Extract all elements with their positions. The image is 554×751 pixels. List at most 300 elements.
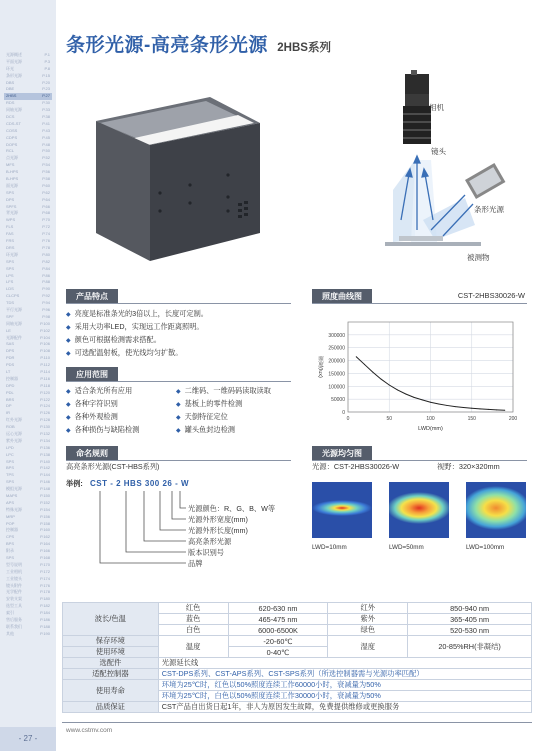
sidebar-item-page: P.54 xyxy=(42,162,50,168)
sidebar-item-page: P.45 xyxy=(42,134,50,140)
sidebar-item-page: P.184 xyxy=(40,610,50,616)
spec-value-cell: 20-85%RH(非凝结) xyxy=(408,636,532,658)
sidebar-item-label: SPS xyxy=(6,258,15,264)
naming-legend xyxy=(188,503,275,569)
naming-legend-item: 版本识别号 xyxy=(188,548,224,557)
uniformity-heading: 光源均匀图 xyxy=(312,446,372,461)
sidebar-item-page: P.162 xyxy=(40,534,50,540)
naming-legend-item: 光源外形长度(mm) xyxy=(188,526,248,535)
spec-value-cell: 蓝色 xyxy=(158,614,228,625)
x-tick-label: 50 xyxy=(386,416,393,422)
spec-label-cell: 选配件 xyxy=(63,658,159,669)
sidebar-item-label: FLS xyxy=(6,224,14,230)
data-point xyxy=(496,409,497,410)
spec-label-cell: 品质保证 xyxy=(63,702,159,713)
sidebar-item-label: 平行光源 xyxy=(6,306,22,312)
sidebar-item-label: LT xyxy=(6,368,11,374)
sidebar-item-label: LPD xyxy=(6,444,14,450)
spec-value-cell: 紫外 xyxy=(328,614,408,625)
sidebar-item-label: CDPS xyxy=(6,134,18,140)
sidebar-item[interactable] xyxy=(4,135,52,142)
sidebar-item-page: P.98 xyxy=(42,313,50,319)
sidebar-item-page: P.60 xyxy=(42,182,50,188)
sidebar-item[interactable] xyxy=(4,86,52,93)
data-point xyxy=(405,394,406,395)
sidebar-item-page: P.106 xyxy=(40,341,50,347)
sidebar-item-page: P.170 xyxy=(40,561,50,567)
spec-value-cell: 白色 xyxy=(158,625,228,636)
spec-value-cell: 365-405 nm xyxy=(408,614,532,625)
y-tick-label: 250000 xyxy=(328,345,345,352)
sidebar-item-label: DPS xyxy=(6,196,15,202)
sidebar-item[interactable] xyxy=(4,321,52,328)
data-point xyxy=(455,406,456,407)
sidebar-item-page: P.76 xyxy=(42,238,50,244)
sidebar-item[interactable] xyxy=(4,438,52,445)
sidebar-item-label: 联系我们 xyxy=(6,623,22,629)
data-point xyxy=(422,399,423,400)
page-title: 条形光源-高亮条形光源 xyxy=(66,35,268,56)
sidebar-item-label: 选型工具 xyxy=(6,603,22,609)
sidebar-item-label: BRS xyxy=(6,396,15,402)
y-tick-label: 150000 xyxy=(328,371,345,378)
sidebar-item[interactable] xyxy=(4,397,52,404)
sidebar-item-label: 环光源 xyxy=(6,251,18,257)
spec-value-cell: 0-40℃ xyxy=(228,647,328,658)
sidebar-item-page: P.66 xyxy=(42,203,50,209)
sidebar-item-page: P.138 xyxy=(40,451,50,457)
application-item: ◆ 各种损伤与缺陷检测 xyxy=(66,424,139,437)
spec-value-cell: 6000-6500K xyxy=(228,625,328,636)
sidebar-item-page: P.130 xyxy=(40,424,50,430)
sidebar-item-label: 2HBS xyxy=(6,93,17,99)
spec-label-cell: 使用寿命 xyxy=(63,680,159,702)
sidebar-item-page: P.90 xyxy=(42,286,50,292)
sidebar-item-page: P.64 xyxy=(42,196,50,202)
spec-value-cell: 红外 xyxy=(328,603,408,614)
sidebar-item-label: WPS xyxy=(6,217,16,223)
sidebar-item[interactable] xyxy=(4,465,52,472)
sidebar-item[interactable] xyxy=(4,114,52,121)
sidebar-item-page: P.182 xyxy=(40,603,50,609)
sidebar-item[interactable] xyxy=(4,59,52,66)
sidebar-item[interactable] xyxy=(4,445,52,452)
sidebar-item[interactable] xyxy=(4,300,52,307)
x-tick-label: 150 xyxy=(467,416,476,422)
sidebar-item[interactable] xyxy=(4,472,52,479)
sidebar-item[interactable] xyxy=(4,452,52,459)
x-tick-label: 100 xyxy=(426,416,435,422)
sidebar-item-label: PDR xyxy=(6,355,15,361)
sidebar-item-page: P.120 xyxy=(40,389,50,395)
spec-value-cell: 红色 xyxy=(158,603,228,614)
sidebar-item[interactable] xyxy=(4,293,52,300)
spec-value-cell: 环境为25℃时，红色以50%照度连续工作60000小时，衰减量为50% xyxy=(158,680,531,691)
spec-value-cell: -20-60℃ xyxy=(228,636,328,647)
sidebar-item-page: P.102 xyxy=(40,327,50,333)
sidebar-item-page: P.180 xyxy=(40,596,50,602)
sidebar-item-page: P.104 xyxy=(40,334,50,340)
uniformity-caption-50mm: LWD=50mm xyxy=(389,544,424,551)
sidebar-item-page: P.94 xyxy=(42,300,50,306)
sidebar-item[interactable] xyxy=(4,273,52,280)
sidebar-item-page: P.140 xyxy=(40,458,50,464)
sidebar-item-page: P.23 xyxy=(42,86,50,92)
features-section-bar xyxy=(66,289,291,304)
sidebar-item-page: P.74 xyxy=(42,231,50,237)
sidebar-item[interactable] xyxy=(4,493,52,500)
data-point xyxy=(381,379,382,380)
sidebar-item-page: P.84 xyxy=(42,265,50,271)
sidebar-item-page: P.168 xyxy=(40,555,50,561)
sidebar-item-label: PDS xyxy=(6,362,15,368)
sidebar-item[interactable] xyxy=(4,348,52,355)
sidebar-item-label: 型号说明 xyxy=(6,561,22,567)
sidebar-item-page: P.33 xyxy=(42,107,50,113)
naming-legend-item: 品牌 xyxy=(188,559,203,568)
sidebar-item-label: SPS xyxy=(6,555,15,561)
diagram-light-label: 条形光源 xyxy=(474,205,504,214)
sidebar-item-page: P.134 xyxy=(40,437,50,443)
data-point xyxy=(463,407,464,408)
sidebar-item-page: P.164 xyxy=(40,541,50,547)
y-tick-label: 100000 xyxy=(328,384,345,391)
sidebar-item-label: 模组光源 xyxy=(6,486,22,492)
sidebar-item-label: 工业相机 xyxy=(6,568,22,574)
sidebar-item[interactable] xyxy=(4,142,52,149)
sidebar-item-label: COSS xyxy=(6,127,18,133)
feature-item: ◆ 可选配温射板，使光线均匀扩散。 xyxy=(66,347,291,360)
sidebar-item[interactable] xyxy=(4,266,52,273)
sidebar-item[interactable] xyxy=(4,376,52,383)
sidebar-item[interactable] xyxy=(4,279,52,286)
sidebar-item[interactable] xyxy=(4,534,52,541)
sidebar-item-page: P.78 xyxy=(42,244,50,250)
sidebar-item[interactable] xyxy=(4,224,52,231)
footer-url: www.cstmv.com xyxy=(66,727,113,734)
sidebar-item-label: 控制器 xyxy=(6,375,18,381)
sidebar-item[interactable] xyxy=(4,93,52,100)
sidebar-item-label: LPS xyxy=(6,272,14,278)
sidebar-item-label: 紫外光源 xyxy=(6,437,22,443)
sidebar-item-page: P.148 xyxy=(40,486,50,492)
sidebar-item[interactable] xyxy=(4,527,52,534)
sidebar-item[interactable] xyxy=(4,245,52,252)
sidebar-item[interactable] xyxy=(4,121,52,128)
data-point xyxy=(430,402,431,403)
applications-section-bar xyxy=(66,367,291,382)
y-tick-label: 300000 xyxy=(328,332,345,339)
sidebar-item-label: CPS xyxy=(6,534,15,540)
naming-legend-item: 高亮条形光源 xyxy=(188,537,232,546)
sidebar-item-page: P.38 xyxy=(42,114,50,120)
sidebar-item[interactable] xyxy=(4,52,52,59)
sidebar-item[interactable] xyxy=(4,431,52,438)
data-point xyxy=(397,389,398,390)
sidebar-item-label: BPS xyxy=(6,465,15,471)
page-series: 2HBS系列 xyxy=(277,42,331,54)
sidebar-item-label: SPS xyxy=(6,265,15,271)
sidebar-item-page: P.132 xyxy=(40,430,50,436)
data-point xyxy=(364,364,365,365)
sidebar-item-page: P.122 xyxy=(40,396,50,402)
sidebar-item-label: MAPS xyxy=(6,493,18,498)
camera-setup-icon xyxy=(365,70,515,260)
sidebar-item[interactable] xyxy=(4,341,52,348)
sidebar-item[interactable] xyxy=(4,66,52,73)
diagram-object-label: 被测物 xyxy=(467,253,490,262)
data-point xyxy=(372,372,373,373)
sidebar-item-page: P.110 xyxy=(40,355,50,361)
sidebar-item-label: DPD xyxy=(6,382,15,388)
sidebar-item-page: P.166 xyxy=(40,548,50,554)
application-item: ◆ 天倒特征定位 xyxy=(176,411,271,424)
sidebar-item[interactable] xyxy=(4,328,52,335)
spec-value-cell: 绿色 xyxy=(328,625,408,636)
curve-heading: 照度曲线图 xyxy=(312,289,372,304)
data-point xyxy=(438,404,439,405)
sidebar-item[interactable] xyxy=(4,362,52,369)
page-header xyxy=(66,30,331,57)
sidebar-item[interactable] xyxy=(4,73,52,80)
sidebar-item-page: P.108 xyxy=(40,348,50,354)
sidebar-item-label: BPS xyxy=(6,541,15,547)
sidebar-item-label: 光学配件 xyxy=(6,589,22,595)
spec-value-cell: CST-DPS系列、CST-APS系列、CST-SPS系列（所选控制器需与光源功率匹配） xyxy=(158,669,531,680)
spec-value-cell: CST产品自出货日起1年，非人为原因发生故障，免费提供维修或更换服务 xyxy=(158,702,531,713)
sidebar-item[interactable] xyxy=(4,390,52,397)
sidebar-item[interactable] xyxy=(4,238,52,245)
spec-value-cell: 温度 xyxy=(158,636,228,658)
sidebar-item[interactable] xyxy=(4,335,52,342)
sidebar-item[interactable] xyxy=(4,610,52,617)
sidebar-item-label: 其他 xyxy=(6,630,14,636)
sidebar-item[interactable] xyxy=(4,80,52,87)
application-item: ◆ 二维码、一维码码读取读取 xyxy=(176,385,271,398)
sidebar-item-page: P.112 xyxy=(40,362,50,368)
sidebar-item-page: P.72 xyxy=(42,224,50,230)
sidebar-item-label: TPS xyxy=(6,472,14,478)
sidebar-item-label: SAS xyxy=(6,341,15,347)
sidebar-item-label: SPS xyxy=(6,189,15,195)
spec-value-cell: 620-630 nm xyxy=(228,603,328,614)
page-number: - 27 - xyxy=(0,727,56,751)
sidebar-item-label: 特殊光源 xyxy=(6,506,22,512)
sidebar-item[interactable] xyxy=(4,507,52,514)
sidebar-item[interactable] xyxy=(4,217,52,224)
sidebar-item-label: 背光源 xyxy=(6,210,18,216)
sidebar-item-label: IR xyxy=(6,410,10,416)
data-point xyxy=(389,385,390,386)
sidebar-item-page: P.43 xyxy=(42,127,50,133)
sidebar-item-label: 光源概述 xyxy=(6,52,22,57)
sidebar-item-label: LFS xyxy=(6,279,14,285)
x-tick-label: 200 xyxy=(508,416,518,422)
sidebar-item[interactable] xyxy=(4,631,52,638)
sidebar-item[interactable] xyxy=(4,548,52,555)
sidebar-item-page: P.52 xyxy=(42,155,50,161)
curve-section-bar xyxy=(312,289,527,304)
sidebar-item[interactable] xyxy=(4,314,52,321)
sidebar-item-page: P.100 xyxy=(40,320,50,326)
features-heading: 产品特点 xyxy=(66,289,118,304)
spec-value-cell: 520-530 nm xyxy=(408,625,532,636)
sidebar-item-page: P.41 xyxy=(42,120,50,126)
sidebar-item[interactable] xyxy=(4,576,52,583)
sidebar-item-label: 工业镜头 xyxy=(6,575,22,581)
sidebar-item-label: SPFS xyxy=(6,203,17,209)
spec-value-cell: 环境为25℃时，白色以50%照度连续工作30000小时，衰减量为50% xyxy=(158,691,531,702)
y-axis-label: 照度(lux) xyxy=(317,356,323,378)
data-point xyxy=(471,408,472,409)
sidebar-item[interactable] xyxy=(4,190,52,197)
sidebar-item-label: SPS xyxy=(6,479,15,485)
sidebar-item-label: 索引 xyxy=(6,610,14,616)
sidebar-item-page: P.176 xyxy=(40,582,50,588)
sidebar-item[interactable] xyxy=(4,459,52,466)
sidebar-item[interactable] xyxy=(4,383,52,390)
y-tick-label: 0 xyxy=(342,410,345,416)
sidebar-item[interactable] xyxy=(4,162,52,169)
sidebar-item-page: P.188 xyxy=(40,623,50,629)
sidebar-item-label: B-HPS xyxy=(6,176,19,182)
sidebar-item-label: CLCPS xyxy=(6,293,20,299)
sidebar-item[interactable] xyxy=(4,403,52,410)
sidebar-item[interactable] xyxy=(4,231,52,238)
sidebar-item[interactable] xyxy=(4,259,52,266)
naming-rules xyxy=(66,462,296,592)
sidebar-item[interactable] xyxy=(4,486,52,493)
data-point xyxy=(488,409,489,410)
sidebar-item-page: P.8 xyxy=(44,65,50,71)
spec-label-cell: 使用环境 xyxy=(63,647,159,658)
sidebar-item[interactable] xyxy=(4,555,52,562)
naming-example-label: 举例: xyxy=(66,479,83,488)
sidebar-item-label: FAS xyxy=(6,231,14,237)
uniformity-map-50mm xyxy=(389,482,449,538)
spec-value-cell: 湿度 xyxy=(328,636,408,658)
applications-col-1 xyxy=(66,385,139,437)
sidebar-item-label: 平面光源 xyxy=(6,58,22,64)
illumination-chart xyxy=(312,312,527,440)
sidebar-item-page: P.154 xyxy=(40,506,50,512)
setup-diagram xyxy=(365,70,515,260)
sidebar-item-label: FRS xyxy=(6,238,14,244)
sidebar-item-page: P.172 xyxy=(40,568,50,574)
diagram-lens-label: 镜头 xyxy=(431,147,446,156)
sidebar-item[interactable] xyxy=(4,286,52,293)
sidebar-item-label: DCS xyxy=(6,114,15,120)
sidebar-item-page: P.62 xyxy=(42,189,50,195)
sidebar-item-label: 控制器 xyxy=(6,527,18,533)
sidebar-item[interactable] xyxy=(4,355,52,362)
spec-value-cell: 850-940 nm xyxy=(408,603,532,614)
uniformity-caption-10mm: LWD=10mm xyxy=(312,544,347,551)
naming-example-code: CST - 2 HBS 300 26 - W xyxy=(90,479,190,488)
applications-col-2 xyxy=(176,385,271,437)
sidebar-item-page: P.124 xyxy=(40,403,50,409)
sidebar-item-page: P.70 xyxy=(42,217,50,223)
sidebar-item-label: CDS-ST xyxy=(6,120,21,126)
sidebar-item[interactable] xyxy=(4,197,52,204)
sidebar-item-label: 远心光源 xyxy=(6,430,22,436)
sidebar-item-page: P.186 xyxy=(40,617,50,623)
sidebar-item[interactable] xyxy=(4,424,52,431)
sidebar-item[interactable] xyxy=(4,624,52,631)
sidebar-item-label: 红外光源 xyxy=(6,417,22,423)
sidebar-item[interactable] xyxy=(4,210,52,217)
data-point xyxy=(504,410,505,411)
sidebar-item-page: P.146 xyxy=(40,479,50,485)
sidebar-item-page: P.58 xyxy=(42,176,50,182)
uniformity-caption-100mm: LWD=100mm xyxy=(466,544,505,551)
sidebar-item-label: 条形光源 xyxy=(6,72,22,78)
sidebar-item-page: P.20 xyxy=(42,79,50,85)
sidebar-item-page: P.88 xyxy=(42,279,50,285)
sidebar-item-page: P.56 xyxy=(42,169,50,175)
sidebar-item-label: 附录 xyxy=(6,548,14,554)
sidebar-item-page: P.48 xyxy=(42,141,50,147)
sidebar-item-page: P.86 xyxy=(42,272,50,278)
sidebar-item[interactable] xyxy=(4,562,52,569)
applications-heading: 应用范围 xyxy=(66,367,118,382)
sidebar-item-label: MRP xyxy=(6,513,15,519)
sidebar-item[interactable] xyxy=(4,169,52,176)
sidebar-item[interactable] xyxy=(4,417,52,424)
sidebar-item-label: RCL xyxy=(6,148,15,154)
sidebar-item-page: P.190 xyxy=(40,630,50,636)
sidebar-item[interactable] xyxy=(4,569,52,576)
sidebar-item-label: 点光源 xyxy=(6,155,18,161)
sidebar-item[interactable] xyxy=(4,307,52,314)
feature-item: ◆ 亮度是标准条光的3倍以上，长度可定制。 xyxy=(66,308,291,321)
sidebar-item-label: DBS xyxy=(6,79,15,85)
sidebar-item[interactable] xyxy=(4,155,52,162)
uniformity-map-100mm xyxy=(466,482,526,538)
uniformity-map-10mm xyxy=(312,482,372,538)
sidebar-item-page: P.27 xyxy=(42,93,50,99)
sidebar-item-label: LPC xyxy=(6,451,14,457)
sidebar-item-label: MFS xyxy=(6,162,15,168)
sidebar-item-label: RDS xyxy=(6,100,15,106)
sidebar-item[interactable] xyxy=(4,183,52,190)
data-point xyxy=(356,356,357,357)
uniformity-source: 光源：CST-2HBS30026-W xyxy=(312,462,400,471)
sidebar-item[interactable] xyxy=(4,107,52,114)
spec-value-cell: 465-475 nm xyxy=(228,614,328,625)
sidebar-item-label: ROB xyxy=(6,424,15,430)
sidebar-item[interactable] xyxy=(4,128,52,135)
x-axis-label: LWD(mm) xyxy=(418,426,443,432)
sidebar-item[interactable] xyxy=(4,252,52,259)
diagram-camera-label: 相机 xyxy=(429,103,444,112)
sidebar-item[interactable] xyxy=(4,369,52,376)
naming-legend-item: 光源颜色：R、G、B、W等 xyxy=(188,504,276,513)
sidebar-item-page: P.128 xyxy=(40,417,50,423)
sidebar-item[interactable] xyxy=(4,617,52,624)
sidebar-item-page: P.1 xyxy=(44,52,50,57)
naming-section-bar xyxy=(66,446,291,461)
sidebar-item-label: DBE xyxy=(6,86,15,92)
sidebar-item[interactable] xyxy=(4,514,52,521)
sidebar-item-page: P.174 xyxy=(40,575,50,581)
sidebar-item-page: P.136 xyxy=(40,444,50,450)
sidebar-item-page: P.150 xyxy=(40,493,50,498)
sidebar-item-page: P.152 xyxy=(40,499,50,505)
sidebar-item[interactable] xyxy=(4,176,52,183)
sidebar-item-page: P.118 xyxy=(40,382,50,388)
sidebar-item[interactable] xyxy=(4,500,52,507)
